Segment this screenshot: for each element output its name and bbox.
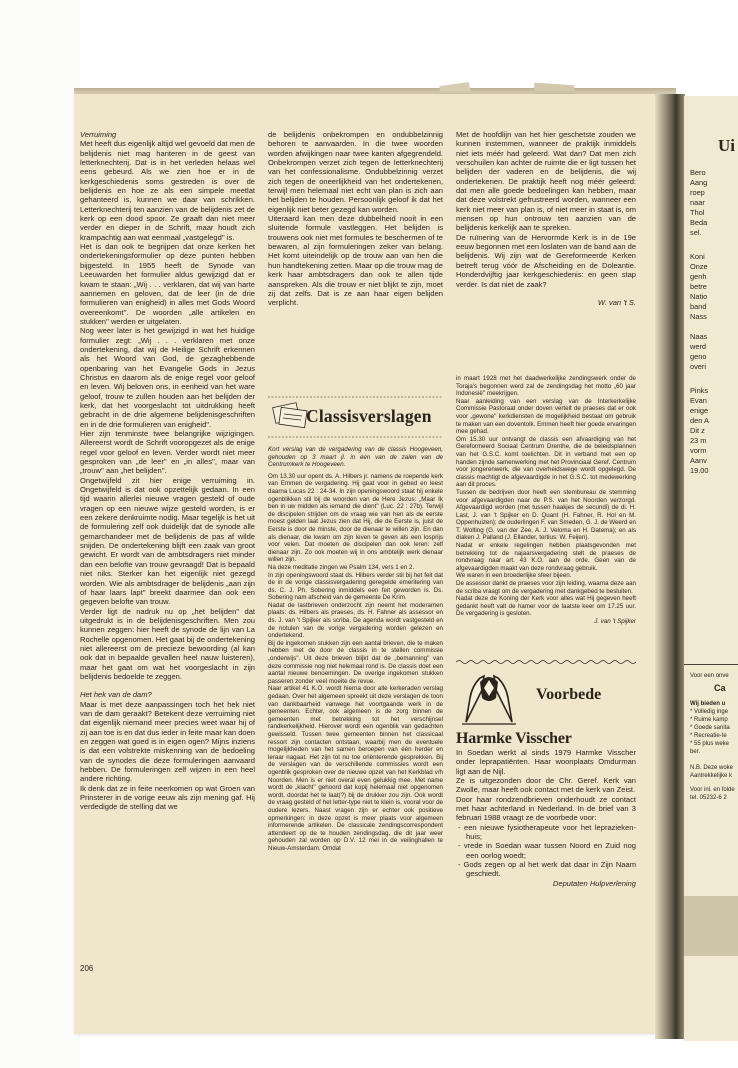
facing-line: geno — [690, 352, 707, 361]
facing-line: * Ruime kamp — [690, 717, 728, 723]
paragraph: Het is dan ook te begrijpen dat onze kerken het ondertekeningsformulier op deze punten hebben bijgesteld. In 1955 heeft de Synode van Leeuwarden het formulier aldus gewijzigd dat er kwam te staan: „Wij . . . verklaren, dat wij van harte aannemen en geloven, dat de leer (in de drie formulieren van enigheid) in alles met Gods Woord overeenkomt''. De woorden „alle artikelen en stukken'' werden er uitgelaten. — [80, 242, 255, 326]
facing-line: den A — [690, 416, 709, 425]
paragraph: Door haar rondzendbrieven onderhoudt ze contact met haar achterland in Nederland. In de brief van 3 februari 1988 vraagt ze de voorbede voor: — [456, 794, 636, 823]
section-heading-verruiming: Verruiming — [80, 130, 117, 139]
facing-line: * Goede sanita — [690, 725, 730, 731]
list-item: - een nieuwe fysiotherapeute voor het lepraziekenhuis; — [458, 822, 636, 842]
paragraph: Met heeft dus eigenlijk altijd wel gevoeld dat men de belijdenis niet mag hanteren in de geest van letterknechterij. Dat is in het verleden helaas wel eens gebeurd. Als we zien hoe er in de kerkgeschiedenis soms gestreden is over de belijdenis en hoe ze als een simpele meetlat gehanteerd is, kunnen we daar van schrikken. Letterknechterij ten aanzien van de belijdenis zet de kerk op een dood spoor. Ze graaft dan niet meer verder en dieper in de Schrift, maar houdt zich krampachtig aan wat eenmaal „vastgelegd'' is. — [80, 139, 255, 242]
paragraph: Naar artikel 41 K.O. wordt hierna door alle kerkeraden verslag gedaan. Over het algemeen spreekt uit deze verslagen de toon van dankbaarheid vanwege het voortgaande werk in de gemeenten. Echter, ook algemeen is de zorg binnen de gemeenten met betrekking tot het verschijnsel randkerkelijkheid. Hierover wordt een ogenblik van gedachten gewisseld. Tussen twee gemeenten binnen het classicaal ressort zijn contacten ontstaan, waarbij men de eventuele mogelijkheden van het samen beroepen van één herder en leraar nagaat. Het zijn tot nu toe oriënterende gesprekken. Bij de verslagen van de verschillende commissies wordt een ogenblik gesproken over de nieuwe opzet van het Kerkblad v/h Noorden. Men is er niet overal even gelukkig mee. Met name wordt de „klacht'' gehoord dat kopij helemaal niet opgenomen wordt, doordat het te laat(?) bij de drukker zou zijn. Ook wordt de vraag gesteld of het letter-type niet te klein is, vooral voor de oudere lezers. Naast vragen zijn er echter ook positieve opmerkingen: in deze opzet is meer plaats voor algemeen informerende artikelen. De classicale zendingscorrespondent attendeert op de te houden zendingsdag, die dit jaar weer gehouden zal worden op D.V. 12 mei in de veilinghallen te Nieuw-Amsterdam. Omdat — [268, 685, 443, 852]
facing-line: Thol — [690, 208, 705, 217]
page-number: 206 — [80, 964, 94, 973]
paragraph: Bij de ingekomen stukken zijn een aantal brieven, die te maken hebben met de door de classis in te stellen commissie „onderwijs''. Uit deze brieven blijkt dat de „bemanning'' van deze commissie nog niet helemaal rond is. De classis doet een aantal nieuwe benoemingen. De overige ingekomen stukken passeren zonder veel moeite de revue. — [268, 639, 443, 685]
facing-line: Evan — [690, 396, 707, 405]
report-intro: Kort verslag van de vergadering van de classis Hoogeveen, gehouden op 3 maart jl. in één van de zalen van de Centrumkerk te Hoogeveen. — [268, 446, 443, 469]
facing-line: overi — [690, 362, 707, 371]
paragraph: We waren in een broederlijke sfeer bijeen. — [456, 572, 572, 580]
facing-line: Voor een onve — [690, 673, 729, 679]
facing-line: Aanv — [690, 456, 707, 465]
facing-line: * 55 plus weke — [690, 741, 730, 747]
section-divider — [456, 659, 636, 665]
paragraph: Na deze meditatie zingen we Psalm 134, vers 1 en 2. — [268, 563, 415, 571]
facing-page-heading: Ui — [718, 136, 735, 155]
paragraph: In Soedan werkt al sinds 1979 Harmke Visscher onder leprapatiënten. Haar woonplaats Omdurman ligt aan de Nijl. — [456, 748, 636, 776]
facing-line: roep — [690, 188, 705, 197]
paragraph: Met de hoofdlijn van het hier geschetste zouden we kunnen instemmen, wanneer de praktijk inmiddels niet iets méér had geleerd. Wat dan? Dat men zich verschuilen kan achter de ruimte die er ligt tussen het belijden der vaderen en de belijdenis, die wij ondertekenen. De praktijk heeft nog méér geleerd: dat men alle goede bedoelingen kan hebben, maar dat deze volstrekt gefrustreerd worden, wanneer een kerk niet meer van plan is, of niet meer in staat is, om mensen op hun ontrouw ten aanzien van de belijdenis kerkelijk aan te spreken. — [456, 130, 636, 233]
facing-line: genh — [690, 272, 707, 281]
facing-line: Bero — [690, 168, 706, 177]
classisverslagen-title: Classisverslagen — [306, 406, 432, 426]
paragraph: Maar is met deze aanpassingen toch het hek niet van de dam geraakt? Betekent deze verruiming niet dat eigenlijk niemand meer precies weet waar hij of zij aan toe is en dat dus ieder in feite maar kan doen en zeggen wat goed is in eigen ogen? Mijns inziens is dat een volstrekte miskenning van de bedoeling van de synodes die deze formuleringen aanvaard hebben. De formuleringen zelf wijzen in een heel andere richting. — [80, 699, 255, 784]
prayer-list — [456, 823, 636, 879]
paragraph: De ruïnering van de Hervormde Kerk is in de 19e eeuw begonnen met een loslaten van de band aan de belijdenis. Wij zijn wat de Gereformeerde Kerken betreft terug vóór de Afscheiding en de Doleantie. Honderdvijftig jaar kerkgeschiedenis: en geen stap verder. Is dat niet de zaak? — [456, 232, 637, 289]
facing-advert-box — [684, 664, 738, 895]
facing-line: Naas — [690, 332, 708, 341]
paragraph: Nadat deze de Koning der Kerk voor alles wat Hij gegeven heeft gedankt heeft valt de hamer voor de laatste keer om 17.25 uur. De vergadering is gesloten. — [456, 595, 636, 618]
facing-line: betre — [690, 282, 707, 291]
facing-line: N.B. Deze woke — [690, 765, 734, 771]
voorbede-column — [456, 748, 636, 888]
facing-line: Natio — [690, 292, 708, 301]
facing-page-fragment — [684, 96, 738, 1041]
facing-line: tel. 05232-6 2 — [690, 795, 727, 801]
paragraph: Nadat er enkele regelingen hebben plaatsgevonden met betrekking tot de najaarsvergadering stelt de praeses de rondvraag naar art. 43 K.O. aan de orde. Geen van de afgevaardigden maakt van deze rondvraag gebruik. — [456, 542, 636, 572]
facing-line: sel. — [690, 228, 702, 237]
paragraph: Ik denk dat ze in feite neerkomen op wat Groen van Prinsterer in de vorige eeuw als zijn mening gaf. Hij verdedigde de stelling dat we — [80, 783, 255, 812]
paragraph: Uiteraard kan men deze dubbelheid nooit in een sluitende formule vastleggen. Het belijden is trouwens ook niet met formules te beschermen of te bewaren, al zijn formuleringen zeker van belang. Het komt uiteindelijk op de trouw aan van hen die hun handtekening zetten. Maar op die trouw mag de kerk haar ambtsdragers dan ook te allen tijde aanspreken. Als die trouw er niet blijkt te zijn, moet zij dat zelfs. Dat is ze aan haar eigen belijden verplicht. — [268, 214, 443, 308]
paragraph: Ongetwijfeld zit hier enige verruiming in. Ongetwijfeld is dat ook opzettelijk gedaan. In een tijd waarin allerlei nieuwe vragen gesteld of oude vragen op een nieuwe wijze gesteld worden, is er een zekere denkruimte nodig. Maar tegelijk is het uit de formulering zelf ook duidelijk dat de synode alle gemarchandeer met de belijdenis de pas af wilde snijden. De ondertekening blijft een zaak van groot gewicht. Er wordt van de ambtsdragers niet minder dan een belofte van trouw gevraagd! Dat is bepaald niet niks. Sterker kan het eigenlijk niet gezegd worden. Wie als ambtsdrager de belijdenis „aan zijn of haar laars lapt'' breekt daarmee dan ook een gegeven belofte van trouw. — [80, 475, 255, 607]
paragraph: Naar aanleiding van een verslag van de Interkerkelijke Commissie Pastoraat onder doven vertelt de praeses dat er ook voor „gewone'' kerkdiensten de mogelijkheid bestaat om gebruik te maken van een doventolk. Emmen heeft hier goede ervaringen mee gehad. — [456, 397, 636, 436]
paragraph: De assessor dankt de praeses voor zijn leiding, waarna deze aan de scriba vraagt om de vergadering met dankgebed te besluiten. — [456, 580, 636, 595]
classis-report-column — [268, 446, 443, 852]
paragraph: in maart 1928 met het daadwerkelijke zendingswerk onder de Toraja's begonnen werd zal de zendingsdag het motto „60 jaar Indonesië'' meekrijgen. — [456, 375, 636, 398]
voorbede-name-heading: Harmke Visscher — [456, 730, 572, 747]
paragraph: de belijdenis onbekrompen en ondubbelzinnig behoren te aanvaarden. In die twee woorden worden afwijkingen naar twee kanten afgegrendeld. Onbekrompen verzet zich tegen de letterknechterij van het confessionalisme. Ondubbelzinnig verzet zich tegen de oneerlijkheid van het ondertekenen, terwijl men helemaal niet echt van plan is zich aan het belijden te houden. Persoonlijk geloof ik dat het eigenlijk niet beter gezegd kan worden. — [268, 130, 443, 214]
paragraph: In zijn openingswoord staat ds. Hilbers verder stil bij het feit dat de in de vorige classisvergadering geregelde emeritering van ds. C. J. Ph. Sobering inmiddels een feit geworden is. Ds. Sobering nam afscheid van de gemeente De Krim. — [268, 571, 443, 602]
facing-line: Onze — [690, 262, 708, 271]
facing-line: Aantrekkelijke k — [690, 773, 733, 779]
paragraph: Om 15.30 uur ontvangt de classis een afvaardiging van het Gereformeerd Sociaal Centrum Drenthe, die de beleidsplannen van het G.S.C. komt toelichten. Dit in verband met een op handen zijnde samenwerking met het Provinciaal Geref. Centrum voor jongerenwerk, die van overheidswege wordt opgelegd. De classis machtigt de afgevaardigde in het G.S.C. tot medewerking aan dit proces. — [456, 435, 636, 489]
facing-line: Wij bieden u — [690, 701, 726, 707]
facing-line: Pinks — [690, 386, 709, 395]
list-item: - Gods zegen op al het werk dat daar in Zijn Naam geschiedt. — [458, 860, 636, 879]
facing-line: 23 m — [690, 436, 707, 445]
paragraph: Nog weer later is het gewijzigd in wat het huidige formulier zegt: „Wij . . . verklaren met onze ondertekening, dat wij de Heilige Schrift erkennen als het Woord van God, de gezaghebbende openbaring van het Evangelie Gods in Jezus Christus en daarom als de enige regel voor geloof en leven. Wij beloven ons, in eenheid van het ware geloof, trouw te zullen houden aan het belijden der kerk, dat het voorgeslacht tot uitdrukking heeft gebracht in de drie algemene belijdenisgeschriften en in de drie formulieren van enigheid''. — [80, 326, 255, 429]
scan-margin — [0, 0, 80, 1068]
facing-line: werd — [690, 342, 707, 351]
facing-line: band — [690, 302, 707, 311]
section-heading-hek: Het hek van de dam? — [80, 690, 152, 700]
article-column-2 — [268, 130, 443, 308]
facing-line: Nass — [690, 312, 707, 321]
facing-line: enige — [690, 406, 709, 415]
paragraph: Hier zijn tenminste twee belangrijke wijzigingen. Allereerst wordt de Schrift vooropgezet als de enige regel voor geloof en leven. Verder wordt niet meer gesproken van „de leer'' en „in alles'', maar van „trouw'' aan „het belijden''. — [80, 429, 255, 476]
paragraph: Ze is uitgezonden door de Chr. Geref. Kerk van Zwolle, maar heeft ook contact met de kerk van Zeist. — [456, 776, 636, 795]
facing-line: naar — [690, 198, 705, 207]
facing-line: Beda — [690, 218, 708, 227]
article-column-1 — [80, 130, 255, 812]
facing-line: vorm — [690, 446, 707, 455]
facing-line: ber. — [690, 749, 701, 755]
papers-icon — [273, 403, 307, 428]
list-item: - vrede in Soedan waar tussen Noord en Zuid nog een oorlog woedt; — [458, 841, 636, 860]
facing-line: Ca — [714, 683, 726, 693]
voorbede-signature: Deputaten Hulpverlening — [552, 878, 636, 888]
paragraph: Verder ligt de nadruk nu op „het belijden'' dat uitgedrukt is in de belijdenisgeschriften. Men zou kunnen zeggen: hier heeft de synode de lijn van La Rochelle opgenomen. Het gaat bij de ondertekening niet allereerst om de precieze bewoording (al kan ook dat in bepaalde gevallen heel nauw luisteren), maar het gaat om wat het voorgeslacht in zijn belijdenis bedoelde te zeggen. — [80, 606, 255, 681]
author-signature: W. van 't S. — [597, 297, 636, 307]
facing-line: Voor inl. en folde — [690, 787, 735, 793]
praying-hands-icon — [456, 668, 522, 726]
paragraph: Nadat de lastbrieven onderzocht zijn neemt het moderamen plaats: ds. Hilbers als praeses, ds. H. Fahner als assessor en ds. J. van 't Spijker als scriba. De agenda wordt vastgesteld en de notulen van de vorige vergadering worden gelezen en ondertekend. — [268, 601, 443, 640]
facing-line: Koni — [690, 252, 705, 261]
facing-line: Aang — [690, 178, 708, 187]
paragraph: Tussen de bedrijven door heeft een stembureau de stemming voor afgevaardigden naar de P.S. van het Noorden verzorgd. Afgevaardigd worden (met tussen haakjes de secundi) de di. H. Last, J. van 't Spijker en D. Quant (H. Fahner, R. Hol en M. Oppenhuizen); de ouderlingen F. van Smeden, G. J. de Weerd en T. Wolting (G. van der Zee, A. J. Veloma en H. Datema); en als diaken J. Palland (J. Ellander, tertius: W. Feijen). — [456, 488, 636, 542]
facing-photo — [684, 896, 738, 956]
article-column-3 — [456, 130, 636, 307]
facing-line: * Volledig inge — [690, 709, 729, 715]
classis-report-continued — [456, 375, 636, 626]
facing-line: * Recreatie-te — [690, 733, 727, 739]
facing-line: Dit z — [690, 426, 705, 435]
paragraph: Om 13.30 uur opent ds. A. Hilbers jr. namens de roepende kerk van Emmen de vergadering. Hij gaat voor in gebed en leest daarna Lucas 22 : 24-34. In zijn openingswoord staat hij enkele ogenblikken stil bij de woorden van de Here Jezus: „Maar Ik ben in uw midden als iemand die dient'' (Luc. 22 : 27b). Terwijl de discipelen strijden om de vraag wie van hen als de eerste moest gelden laat Jezus zien dat Hij, die de Eerste is, juist de Eerste is door de minste, door de dienaar te willen zijn. En dan als dienaar, die kwam om zijn leven te geven als een losprijs voor velen. Dat moeten de discipelen dan ook leren: zelf dienaar zijn. Zo ook moeten wij in ons ambtelijk werk dienaar willen zijn. — [268, 472, 443, 564]
voorbede-title: Voorbede — [536, 686, 602, 703]
facing-line: 19.00 — [690, 466, 709, 475]
report-signature: J. van 't Spijker — [594, 618, 636, 625]
book-gutter — [655, 94, 685, 1039]
